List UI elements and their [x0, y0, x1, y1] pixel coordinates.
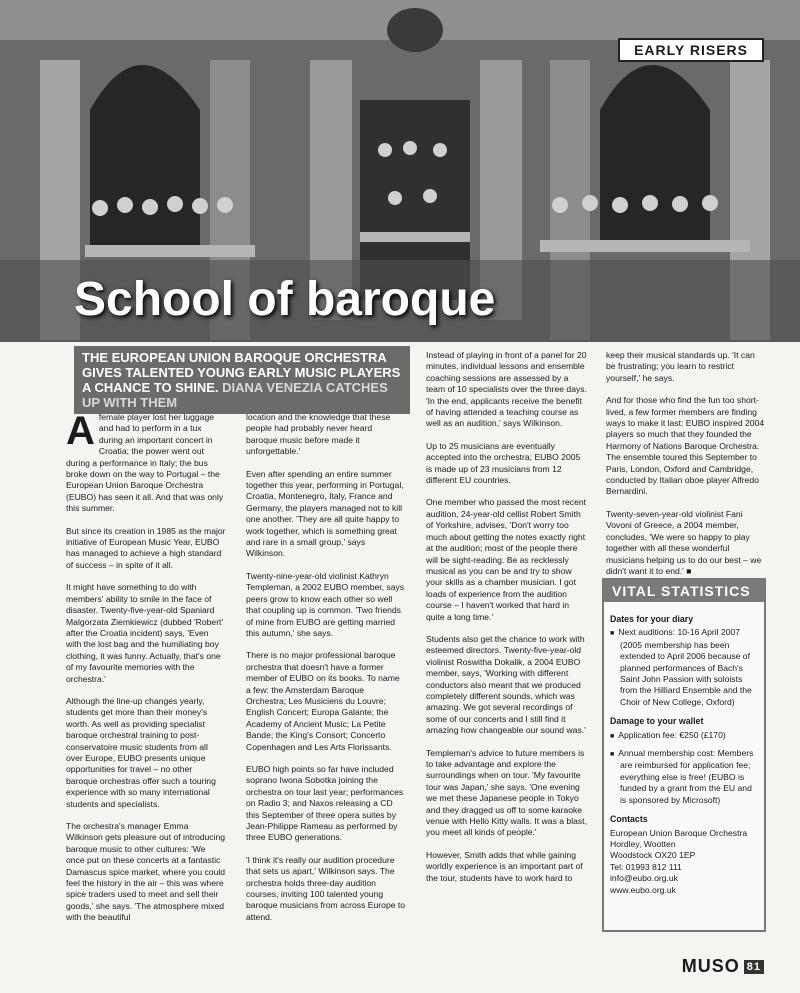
article-column-4 — [606, 350, 766, 588]
dates-item: ■ Next auditions: 10-16 April 2007 (2005 membership has been extended to April 2006 because of planned performances of Bach's Saint John Passion with soloists from the Hilliard Ensemble and the Choir of New College, Oxford) — [610, 627, 758, 708]
vital-statistics-box — [602, 578, 766, 932]
magazine-brand: MUSO — [681, 956, 740, 976]
wallet-item: ■ Application fee: €250 (£170) — [610, 730, 758, 742]
byline: DIANA VENEZIA CATCHES UP WITH THEM — [82, 380, 388, 410]
paragraph: Up to 25 musicians are eventually accepted into the orchestra; EUBO 2005 is made up of 23 musicians from 12 different EU countries. — [426, 440, 581, 486]
article-column-2 — [246, 412, 406, 934]
contacts-heading: Contacts — [610, 814, 648, 825]
orchestra-photo — [0, 0, 800, 342]
article-column-3 — [426, 350, 588, 895]
section-tag: EARLY RISERS — [618, 38, 764, 62]
paragraph: Templeman's advice to future members is to take advantage and explore the surroundings when on tour. 'My favourite tour was Japan,' she says. 'One evening we met these Japanese people in Tokyo and they dragged us off to some karaoke venue with Hello Kitty walls. It was a blast, you meet all kinds of people.' — [426, 747, 587, 838]
paragraph: There is no major professional baroque orchestra that doesn't have a former member of EUBO on its books. To name a few: the Amsterdam Baroque Orchestra; Les Musiciens du Louvre; English Concert; Europa Galante; the Academy of Ancient Music; La Petite Bande; the King's Consort; Concerto Copenhagen and Les Arts Florissants. — [246, 650, 400, 752]
paragraph: female player lost her luggage and had to perform in a tux during an important concert in Croatia; the power went out during a performance in Italy; the bus broke down on the way to Portugal – the European Union Baroque Orchestra (EUBO) has seen it all. And that was only this summer. — [66, 412, 224, 514]
contact-website: www.eubo.org.uk — [610, 884, 676, 895]
article-column-1 — [66, 409, 226, 935]
contact-line: Hordley, Wootten — [610, 838, 676, 849]
paragraph: Even after spending an entire summer together this year, performing in Portugal, Croatia, Montenegro, Italy, France and Germany, the players managed not to kill one another. 'They are all quite happy to work together, which is something great and rare in a small group,' says Wilkinson. — [246, 468, 404, 559]
contact-line: European Union Baroque Orchestra — [610, 827, 748, 838]
paragraph: Twenty-nine-year-old violinist Kathryn Templeman, a 2002 EUBO member, says peers grow to know each other so well that coupling up is common. 'Two friends of mine from EUBO are getting married this autumn,' she says. — [246, 570, 405, 638]
wallet-item: ■ Annual membership cost: Members are reimbursed for application fee; everything else is free! (EUBO is funded by a grant from the EU and is sponsored by Microsoft) — [610, 748, 758, 806]
standfirst — [74, 346, 410, 414]
contacts-block — [610, 828, 758, 896]
drop-cap: A — [66, 409, 95, 453]
paragraph: Students also get the chance to work with esteemed directors. Twenty-five-year-old violinist Roswitha Dokalik, a 2004 EUBO member, says, 'Working with different conductors also meant that we produced completely different sounds, which was amazing. We got several recordings of some of our concerts and I still find it amazing how changeable our sound was.' — [426, 633, 586, 736]
paragraph: But since its creation in 1985 as the major initiative of European Music Year, EUBO has managed to achieve a high standard of success – in spite of it all. — [66, 525, 226, 570]
paragraph: It might have something to do with members' ability to smile in the face of disaster. Twenty-five-year-old Spaniard Malgorzata Ziemkiewicz (dubbed 'Robert' after the Croatia incident) says, 'Even with the lost bag and the humiliating boy clothing, it was funny. Actually, that's one of my favourite memories with the orchestra.' — [66, 582, 224, 684]
page-number: 81 — [744, 960, 764, 974]
standfirst-text: THE EUROPEAN UNION BAROQUE ORCHESTRA GIVES TALENTED YOUNG EARLY MUSIC PLAYERS A CHANCE TO SHINE. — [82, 350, 401, 395]
paragraph: EUBO high points so far have included soprano Iwona Sobotka joining the orchestra on tour last year; performances on Radio 3; and Naxos releasing a CD this September of three opera suites by Jean-Philippe Rameau as performed by three EUBO generations. — [246, 763, 404, 843]
page-footer — [682, 956, 764, 977]
paragraph: Twenty-seven-year-old violinist Fani Vovoni of Greece, a 2004 member, concludes, 'We were so happy to play together with all these wonderful musicians helping us to do our best – we didn't want it to end.' ■ — [606, 508, 762, 576]
dates-heading: Dates for your diary — [610, 614, 694, 624]
contact-line: Woodstock OX20 1EP — [610, 850, 696, 861]
wallet-heading: Damage to your wallet — [610, 716, 704, 727]
vital-statistics-heading: VITAL STATISTICS — [604, 580, 764, 602]
paragraph: Although the line-up changes yearly, students get more than their money's worth. As well as providing specialist baroque orchestral training to post-conservatoire music students from all over Europe, EUBO presents unique opportunities for travel – no other baroque orchestras offer such a touring experience with so many international students and specialists. — [66, 695, 216, 809]
paragraph: keep their musical standards up. 'It can be frustrating; you learn to restrict yourself,' he says. — [606, 350, 755, 383]
contact-email: info@eubo.org.uk — [610, 873, 678, 884]
paragraph: One member who passed the most recent audition, 24-year-old cellist Robert Smith of Yorkshire, advises, 'Don't worry too much about getting the notes exactly right at the audition; most of the people there will be sight-reading. Be as recklessly musical as you can be and try to show your skills as a chamber musician. I got loads of experience from the audition course – I haven't worked that hard in quite a long time.' — [426, 497, 587, 622]
paragraph: Instead of playing in front of a panel for 20 minutes, individual lessons and ensemble coaching sessions are assessed by a team of 10 specialists over the three days. 'In the end, applicants receive the benefit of having attended a teaching course as well as an audition,' says Wilkinson. — [426, 350, 587, 429]
paragraph: location and the knowledge that these people had probably never heard baroque music before made it unforgettable.' — [246, 412, 391, 457]
paragraph: However, Smith adds that while gaining worldly experience is an important part of the tour, students have to work hard to — [426, 849, 583, 883]
contact-line: Tel: 01993 812 111 — [610, 861, 682, 872]
article-title: School of baroque — [74, 273, 496, 326]
paragraph: The orchestra's manager Emma Wilkinson gets pleasure out of introducing baroque music to other cultures: 'We once put on these concerts at a fantastic Damascus spice market, where you could feel the history in the air – this was where spice traders used to meet and sell their goods,' she says. 'The atmosphere mixed with the beautiful — [66, 821, 226, 923]
paragraph: 'I think it's really our audition procedure that sets us apart,' Wilkinson says. The orchestra holds three-day audition courses, inviting 100 talented young baroque musicians from across Europe to attend. — [246, 854, 406, 922]
paragraph: And for those who find the fun too short-lived, a few former members are finding ways to make it last: EUBO inspired 2004 players so much that they founded the Harmony of Nations Baroque Orchestra. The ensemble toured this September to Paris, London, Oxford and Cambridge, conducted by Italian oboe player Alfredo Bernardini. — [606, 395, 765, 497]
